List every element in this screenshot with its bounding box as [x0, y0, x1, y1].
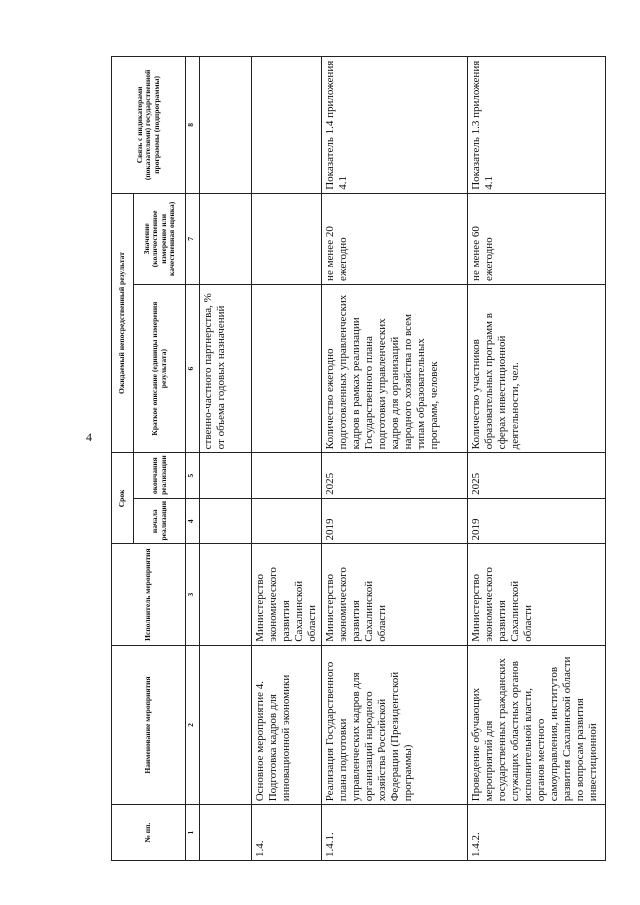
cell-end: 2025: [467, 453, 605, 499]
header-no: № пп.: [112, 805, 186, 861]
col-number: 5: [186, 453, 200, 499]
cell-name: [200, 645, 252, 805]
header-term: Срок: [112, 453, 134, 544]
cell-start: [252, 498, 322, 544]
cell-start: 2019: [321, 498, 467, 544]
rotated-table-page: [111, 1, 640, 861]
header-link: Связь с индикаторами (показателями) государственной программы (подпрограммы): [112, 57, 186, 194]
col-number: 8: [186, 57, 200, 194]
header-result: Ожидаемый непосредственный результат: [112, 193, 134, 453]
cell-start: 2019: [467, 498, 605, 544]
cell-no: 1.4.: [252, 805, 322, 861]
table-row: [200, 57, 252, 861]
col-number: 6: [186, 284, 200, 452]
header-name: Наименование мероприятия: [112, 645, 186, 805]
table-row: [321, 57, 467, 861]
cell-executor: Министерство экономического развития Сахалинской области: [467, 544, 605, 645]
cell-executor: Министерство экономического развития Сахалинской области: [252, 544, 322, 645]
cell-name: Основное мероприятие 4. Подготовка кадров для инновационной экономики: [252, 645, 322, 805]
cell-desc: Количество участников образовательных программ в сферах инвестиционной деятельности, чел.: [467, 284, 605, 452]
header-result-value: Значение (количественное измерение или качественная оценка): [134, 193, 186, 284]
cell-link: Показатель 1.3 приложения 4.1: [467, 57, 605, 194]
cell-end: [200, 453, 252, 499]
col-number: 7: [186, 193, 200, 284]
col-number: 1: [186, 805, 200, 861]
cell-desc: ственно-частного партнерства, % от объема годовых назначений: [200, 284, 252, 452]
header-result-desc: Краткое описание (единицы измерения результата): [134, 284, 186, 452]
page-number: 4: [86, 430, 92, 444]
cell-value: [252, 193, 322, 284]
cell-executor: [200, 544, 252, 645]
activities-table: [111, 56, 606, 861]
cell-no: [200, 805, 252, 861]
header-executor: Исполнитель мероприятия: [112, 544, 186, 645]
cell-start: [200, 498, 252, 544]
cell-no: 1.4.2.: [467, 805, 605, 861]
header-term-end: окончания реализации: [134, 453, 186, 499]
cell-name: Проведение обучающих мероприятий для государственных гражданских служащих областных органов исполнительной власти, органов местного самоуправления, институтов развития Сахалинской области по вопросам развития инвестиционной: [467, 645, 605, 805]
cell-end: [252, 453, 322, 499]
header-term-start: начала реализации: [134, 498, 186, 544]
col-number: 2: [186, 645, 200, 805]
cell-link: [252, 57, 322, 194]
cell-value: не менее 20 ежегодно: [321, 193, 467, 284]
cell-name: Реализация Государственного плана подготовки управленческих кадров для организаций народного хозяйства Российской Федерации (Президентской программы): [321, 645, 467, 805]
cell-link: [200, 57, 252, 194]
cell-value: не менее 60 ежегодно: [467, 193, 605, 284]
col-number: 4: [186, 498, 200, 544]
cell-value: [200, 193, 252, 284]
cell-desc: Количество ежегодно подготовленных управленческих кадров в рамках реализации Государственного плана подготовки управленческих кадров для организаций народного хозяйства по всем типам образовательных программ, человек: [321, 284, 467, 452]
table-row: [467, 57, 605, 861]
cell-no: 1.4.1.: [321, 805, 467, 861]
cell-executor: Министерство экономического развития Сахалинской области: [321, 544, 467, 645]
cell-desc: [252, 284, 322, 452]
table-row: [252, 57, 322, 861]
cell-link: Показатель 1.4 приложения 4.1: [321, 57, 467, 194]
col-number: 3: [186, 544, 200, 645]
cell-end: 2025: [321, 453, 467, 499]
